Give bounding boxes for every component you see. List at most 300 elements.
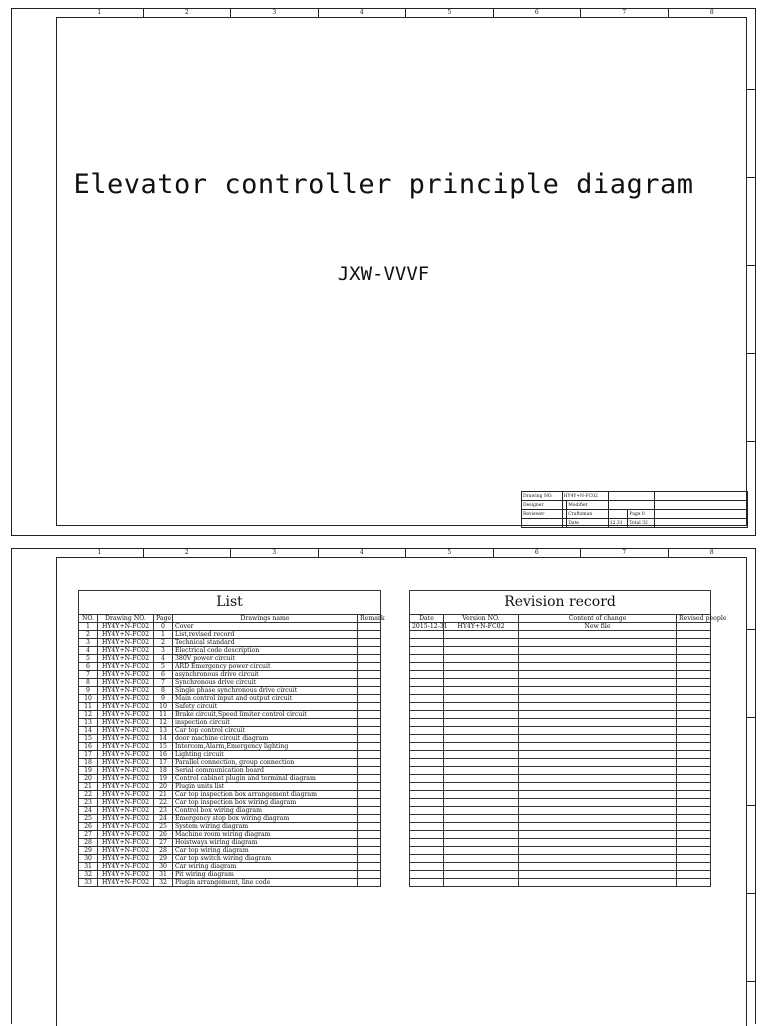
table-row — [79, 679, 381, 687]
list-cell: 2 — [154, 639, 173, 647]
list-cell: 29 — [79, 847, 98, 855]
revision-cell — [677, 783, 711, 791]
list-cell: HY4Y+N-FC02 — [98, 743, 154, 751]
table-row — [410, 695, 711, 703]
list-cell: HY4Y+N-FC02 — [98, 687, 154, 695]
revision-cell — [677, 751, 711, 759]
table-row — [410, 751, 711, 759]
revision-cell — [410, 767, 444, 775]
list-cell: HY4Y+N-FC02 — [98, 727, 154, 735]
list-cell: Hoistways wiring diagram — [173, 839, 358, 847]
revision-cell — [444, 839, 519, 847]
list-cell: Safety circuit — [173, 703, 358, 711]
revision-cell — [444, 759, 519, 767]
list-cell: 31 — [154, 871, 173, 879]
list-cell: 11 — [154, 711, 173, 719]
list-cell: Control box wiring diagram — [173, 807, 358, 815]
revision-cell — [410, 663, 444, 671]
list-cell: Car top wiring diagram — [173, 847, 358, 855]
revision-cell — [519, 823, 677, 831]
list-cell: 3 — [154, 647, 173, 655]
list-cell — [358, 791, 381, 799]
table-row — [410, 711, 711, 719]
list-cell: 16 — [154, 751, 173, 759]
table-row — [410, 879, 711, 887]
revision-cell — [444, 671, 519, 679]
list-cell: 19 — [154, 775, 173, 783]
page-subtitle: JXW-VVVF — [337, 263, 430, 285]
table-row — [79, 639, 381, 647]
table-row — [79, 631, 381, 639]
revision-cell — [410, 831, 444, 839]
revision-cell — [519, 679, 677, 687]
revision-cell — [677, 679, 711, 687]
list-cell: 28 — [154, 847, 173, 855]
revision-cell — [519, 719, 677, 727]
list-cell: 12 — [154, 719, 173, 727]
list-cell: HY4Y+N-FC02 — [98, 671, 154, 679]
table-row — [410, 823, 711, 831]
list-cell: 20 — [79, 775, 98, 783]
list-cell — [358, 823, 381, 831]
table-row — [79, 743, 381, 751]
row-tick — [747, 629, 755, 630]
list-cell: inspection circuit — [173, 719, 358, 727]
list-cell — [358, 759, 381, 767]
revision-cell — [519, 751, 677, 759]
list-cell — [358, 703, 381, 711]
drawing-list-table — [78, 590, 385, 887]
revision-cell — [519, 871, 677, 879]
table-row — [79, 783, 381, 791]
list-cell: 25 — [154, 823, 173, 831]
revision-cell: HY4Y+N-FC02 — [444, 623, 519, 631]
list-cell: 27 — [79, 831, 98, 839]
list-cell: Car wiring diagram — [173, 863, 358, 871]
table-row — [410, 743, 711, 751]
revision-cell — [677, 799, 711, 807]
revision-cell — [444, 663, 519, 671]
list-cell: HY4Y+N-FC02 — [98, 703, 154, 711]
revision-cell — [677, 839, 711, 847]
revision-cell — [677, 775, 711, 783]
list-cell: 16 — [79, 743, 98, 751]
table-row — [410, 703, 711, 711]
list-cell — [358, 719, 381, 727]
table-row — [410, 735, 711, 743]
list-cell: 24 — [79, 807, 98, 815]
revision-cell — [410, 855, 444, 863]
list-cell — [358, 855, 381, 863]
table-row — [410, 767, 711, 775]
column-number: 5 — [405, 549, 493, 557]
revision-cell — [519, 671, 677, 679]
list-cell: 5 — [79, 655, 98, 663]
list-cell — [358, 663, 381, 671]
revision-cell — [444, 767, 519, 775]
table-row — [79, 839, 381, 847]
list-cell: 24 — [154, 815, 173, 823]
revision-caption: Revision record — [410, 591, 711, 615]
revision-cell — [519, 703, 677, 711]
list-cell — [358, 807, 381, 815]
revision-cell — [519, 759, 677, 767]
revision-cell — [519, 847, 677, 855]
list-cell: HY4Y+N-FC02 — [98, 735, 154, 743]
revision-cell — [410, 687, 444, 695]
list-cell — [358, 655, 381, 663]
list-cell: Machine room wiring diagram — [173, 831, 358, 839]
revision-cell — [444, 655, 519, 663]
revision-cell — [410, 839, 444, 847]
list-cell: Control cabinet plugin and terminal diagram — [173, 775, 358, 783]
revision-cell — [677, 735, 711, 743]
revision-cell — [677, 663, 711, 671]
list-cell: 12 — [79, 711, 98, 719]
revision-cell — [410, 847, 444, 855]
row-tick — [747, 441, 755, 442]
list-cell: 6 — [79, 663, 98, 671]
list-cell — [358, 863, 381, 871]
revision-cell — [444, 871, 519, 879]
table-row — [79, 855, 381, 863]
revision-cell — [410, 879, 444, 887]
revision-cell — [519, 711, 677, 719]
row-tick — [747, 353, 755, 354]
list-cell: Serial communication board — [173, 767, 358, 775]
list-cell: 25 — [79, 815, 98, 823]
list-cell: 28 — [79, 839, 98, 847]
column-number: 6 — [493, 9, 581, 17]
list-cell: 21 — [154, 791, 173, 799]
table-row — [410, 831, 711, 839]
revision-cell — [677, 743, 711, 751]
revision-cell — [677, 695, 711, 703]
list-cell: 2 — [79, 631, 98, 639]
table-row — [410, 727, 711, 735]
revision-cell — [444, 719, 519, 727]
revision-cell — [677, 831, 711, 839]
table-row — [79, 735, 381, 743]
cover-sheet — [11, 8, 756, 536]
revision-header-cell: Revised people — [677, 615, 711, 623]
list-cell: 22 — [154, 799, 173, 807]
list-cell: 30 — [154, 863, 173, 871]
table-row — [410, 839, 711, 847]
revision-cell — [677, 823, 711, 831]
table-row — [79, 871, 381, 879]
revision-cell — [677, 623, 711, 631]
revision-cell — [410, 671, 444, 679]
list-cell: Lighting circuit — [173, 751, 358, 759]
list-cell — [358, 671, 381, 679]
revision-cell — [444, 647, 519, 655]
list-cell: 1 — [79, 623, 98, 631]
table-row — [410, 799, 711, 807]
revision-cell — [519, 783, 677, 791]
list-cell: 7 — [154, 679, 173, 687]
list-cell: 26 — [154, 831, 173, 839]
revision-cell — [444, 687, 519, 695]
revision-cell — [519, 735, 677, 743]
drawing-no-value: HY4Y+N-FC02 — [562, 492, 608, 501]
revision-cell — [677, 671, 711, 679]
revision-cell — [677, 847, 711, 855]
revision-cell — [677, 767, 711, 775]
revision-cell — [444, 735, 519, 743]
revision-cell — [410, 711, 444, 719]
revision-cell — [410, 751, 444, 759]
list-cell: 3 — [79, 639, 98, 647]
table-row — [410, 863, 711, 871]
revision-cell — [410, 871, 444, 879]
list-cell — [358, 679, 381, 687]
revision-cell — [410, 815, 444, 823]
list-cell — [358, 735, 381, 743]
list-cell — [358, 623, 381, 631]
revision-cell — [677, 655, 711, 663]
table-row — [410, 775, 711, 783]
list-cell: HY4Y+N-FC02 — [98, 871, 154, 879]
revision-cell — [410, 799, 444, 807]
list-cell: HY4Y+N-FC02 — [98, 831, 154, 839]
table-row — [79, 751, 381, 759]
revision-cell — [677, 719, 711, 727]
column-number: 8 — [668, 549, 756, 557]
revision-cell — [677, 687, 711, 695]
revision-cell — [519, 815, 677, 823]
list-cell — [358, 727, 381, 735]
revision-cell — [519, 743, 677, 751]
table-row — [79, 719, 381, 727]
date-label: Date — [567, 519, 609, 528]
table-row — [410, 687, 711, 695]
list-cell — [358, 847, 381, 855]
revision-cell — [519, 775, 677, 783]
list-cell: Plugin units list — [173, 783, 358, 791]
revision-cell — [519, 799, 677, 807]
table-row — [79, 623, 381, 631]
list-cell — [358, 879, 381, 887]
list-cell: 9 — [154, 695, 173, 703]
table-row — [410, 847, 711, 855]
list-cell: asynchronous drive circuit — [173, 671, 358, 679]
revision-cell — [677, 871, 711, 879]
table-row — [410, 783, 711, 791]
list-cell: HY4Y+N-FC02 — [98, 719, 154, 727]
revision-cell — [519, 663, 677, 671]
list-header-cell: Page — [154, 615, 173, 623]
table-row — [410, 671, 711, 679]
list-cell: Intercom,Alarm,Emergency lighting — [173, 743, 358, 751]
list-cell: 23 — [79, 799, 98, 807]
list-cell: 23 — [154, 807, 173, 815]
revision-cell — [519, 631, 677, 639]
revision-cell — [519, 655, 677, 663]
table-row — [79, 807, 381, 815]
list-cell: Car top inspection box arrangement diagram — [173, 791, 358, 799]
revision-cell — [410, 639, 444, 647]
list-cell — [358, 631, 381, 639]
revision-cell — [410, 791, 444, 799]
list-cell — [358, 783, 381, 791]
list-cell: HY4Y+N-FC02 — [98, 759, 154, 767]
revision-cell — [444, 831, 519, 839]
revision-cell — [677, 863, 711, 871]
list-cell: 380V power circuit — [173, 655, 358, 663]
column-number: 7 — [580, 549, 668, 557]
revision-cell — [519, 855, 677, 863]
list-cell: 31 — [79, 863, 98, 871]
revision-cell — [519, 647, 677, 655]
revision-cell — [410, 695, 444, 703]
revision-cell — [410, 679, 444, 687]
list-cell: 13 — [79, 719, 98, 727]
table-row — [79, 711, 381, 719]
revision-cell — [410, 863, 444, 871]
list-cell: HY4Y+N-FC02 — [98, 783, 154, 791]
list-cell: Main control input and output circuit — [173, 695, 358, 703]
column-number: 4 — [318, 9, 406, 17]
list-cell: door machine circuit diagram — [173, 735, 358, 743]
list-cell: List,revised record — [173, 631, 358, 639]
list-cell: HY4Y+N-FC02 — [98, 639, 154, 647]
list-cell: 22 — [79, 791, 98, 799]
list-cell: 10 — [154, 703, 173, 711]
revision-header-cell: Version NO. — [444, 615, 519, 623]
list-cell — [358, 839, 381, 847]
list-cell — [358, 767, 381, 775]
revision-cell — [677, 791, 711, 799]
list-cell: HY4Y+N-FC02 — [98, 775, 154, 783]
column-number: 7 — [580, 9, 668, 17]
list-cell — [358, 775, 381, 783]
list-caption: List — [79, 591, 381, 615]
list-cell: 32 — [154, 879, 173, 887]
list-cell: HY4Y+N-FC02 — [98, 655, 154, 663]
revision-cell — [444, 791, 519, 799]
list-cell: 27 — [154, 839, 173, 847]
table-row — [79, 879, 381, 887]
revision-cell — [519, 695, 677, 703]
table-row — [79, 655, 381, 663]
list-cell: 4 — [79, 647, 98, 655]
column-number: 2 — [143, 9, 231, 17]
list-cell: ARD Emergency power circuit — [173, 663, 358, 671]
revision-record-table — [409, 590, 727, 887]
list-cell: 26 — [79, 823, 98, 831]
table-row — [79, 727, 381, 735]
list-cell: HY4Y+N-FC02 — [98, 815, 154, 823]
column-number-strip — [56, 549, 755, 557]
table-row — [79, 815, 381, 823]
list-cell: 15 — [79, 735, 98, 743]
revision-cell — [410, 823, 444, 831]
list-cell: 21 — [79, 783, 98, 791]
reviewer-label: Reviewer — [522, 510, 563, 519]
revision-cell — [410, 775, 444, 783]
list-cell: HY4Y+N-FC02 — [98, 631, 154, 639]
list-cell: HY4Y+N-FC02 — [98, 623, 154, 631]
revision-cell — [519, 839, 677, 847]
revision-cell — [677, 855, 711, 863]
page-label: Page 0 — [628, 510, 655, 519]
revision-cell — [519, 807, 677, 815]
table-row — [410, 871, 711, 879]
list-cell: 8 — [154, 687, 173, 695]
list-cell: HY4Y+N-FC02 — [98, 695, 154, 703]
column-number: 1 — [97, 9, 102, 16]
list-cell: HY4Y+N-FC02 — [98, 879, 154, 887]
revision-cell — [444, 711, 519, 719]
revision-cell — [519, 791, 677, 799]
table-row — [79, 863, 381, 871]
list-cell: 4 — [154, 655, 173, 663]
list-header-cell: Drawing NO. — [98, 615, 154, 623]
list-header-cell: Remark — [358, 615, 381, 623]
list-cell: HY4Y+N-FC02 — [98, 711, 154, 719]
revision-cell — [444, 727, 519, 735]
row-tick — [747, 805, 755, 806]
list-cell: HY4Y+N-FC02 — [98, 791, 154, 799]
column-number-strip — [56, 9, 755, 17]
revision-cell: New file — [519, 623, 677, 631]
table-row — [79, 847, 381, 855]
revision-cell — [677, 647, 711, 655]
list-cell: Synchronous drive circuit — [173, 679, 358, 687]
revision-cell — [410, 727, 444, 735]
list-cell: HY4Y+N-FC02 — [98, 823, 154, 831]
list-cell — [358, 871, 381, 879]
table-row — [79, 695, 381, 703]
list-cell: 30 — [79, 855, 98, 863]
table-row — [410, 815, 711, 823]
revision-cell — [444, 847, 519, 855]
list-cell: HY4Y+N-FC02 — [98, 663, 154, 671]
revision-cell — [410, 655, 444, 663]
list-cell: Technical standard — [173, 639, 358, 647]
list-cell: 33 — [79, 879, 98, 887]
revision-cell — [444, 879, 519, 887]
list-cell — [358, 831, 381, 839]
list-cell: 15 — [154, 743, 173, 751]
revision-cell — [519, 727, 677, 735]
list-cell: Car top inspection box wiring diagram — [173, 799, 358, 807]
revision-cell — [444, 823, 519, 831]
list-cell: 29 — [154, 855, 173, 863]
row-tick — [747, 717, 755, 718]
revision-cell — [444, 679, 519, 687]
list-cell: Emergency stop box wiring diagram — [173, 815, 358, 823]
revision-cell — [677, 639, 711, 647]
list-cell: HY4Y+N-FC02 — [98, 855, 154, 863]
drawing-no-label: Drawing NO. — [522, 492, 563, 501]
column-number: 8 — [668, 9, 756, 17]
table-row — [410, 759, 711, 767]
list-cell: Brake circuit,Speed limiter control circuit — [173, 711, 358, 719]
list-cell: 0 — [154, 623, 173, 631]
list-cell: Plugin arrangement, line code — [173, 879, 358, 887]
table-row — [410, 647, 711, 655]
table-row — [79, 671, 381, 679]
title-block — [521, 491, 748, 528]
revision-cell — [444, 743, 519, 751]
list-cell: HY4Y+N-FC02 — [98, 751, 154, 759]
column-number: 3 — [230, 9, 318, 17]
revision-cell — [519, 879, 677, 887]
table-row — [410, 855, 711, 863]
table-row — [79, 647, 381, 655]
